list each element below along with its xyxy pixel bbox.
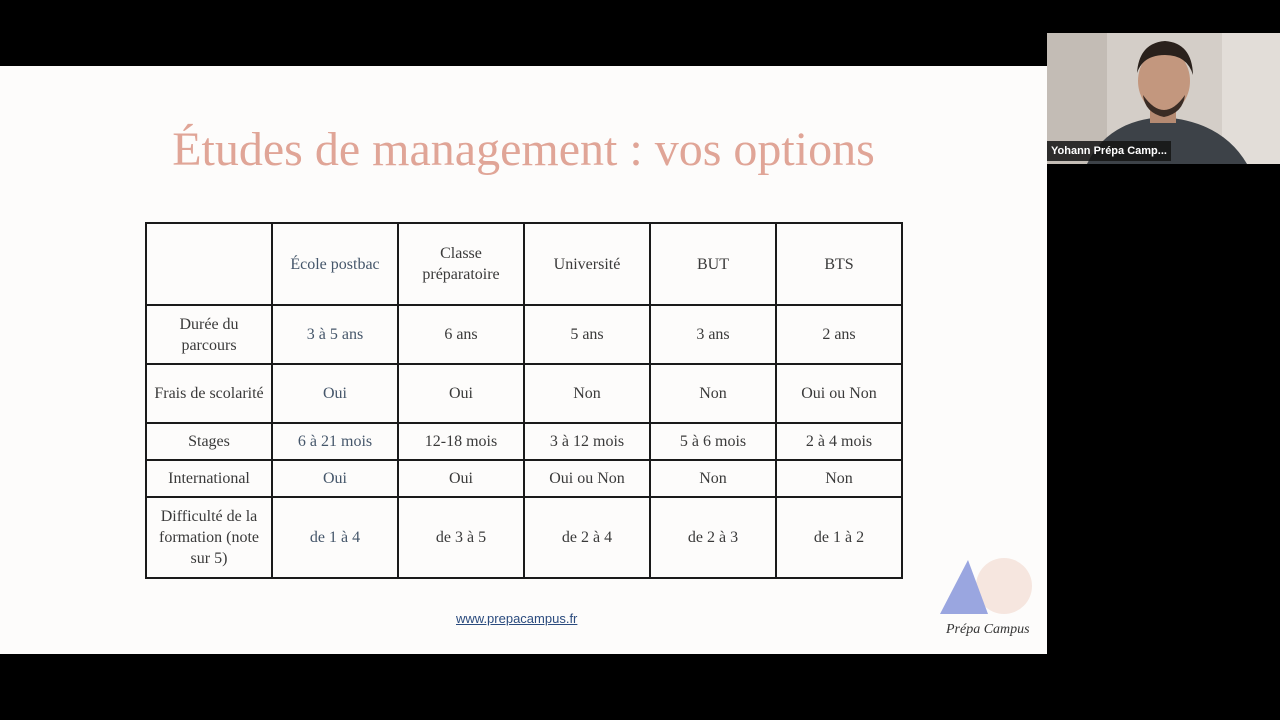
table-cell: de 1 à 4 [272, 497, 398, 578]
table-cell: 5 à 6 mois [650, 423, 776, 460]
table-cell: 3 à 12 mois [524, 423, 650, 460]
table-row [146, 364, 902, 423]
options-table [145, 222, 903, 579]
table-cell: Non [524, 364, 650, 423]
table-header-row [146, 223, 902, 305]
table-cell: 6 ans [398, 305, 524, 364]
table-cell: 6 à 21 mois [272, 423, 398, 460]
table-cell: 2 ans [776, 305, 902, 364]
table-row [146, 497, 902, 578]
table-header-cell [146, 223, 272, 305]
slide-title: Études de management : vos options [172, 123, 875, 176]
table-cell: de 2 à 3 [650, 497, 776, 578]
table-row [146, 460, 902, 497]
table-cell: 2 à 4 mois [776, 423, 902, 460]
table-header-cell: BTS [776, 223, 902, 305]
website-link[interactable]: www.prepacampus.fr [456, 611, 578, 626]
logo-text: Prépa Campus [946, 622, 1030, 637]
table-cell: Oui [272, 460, 398, 497]
row-label: Frais de scolarité [146, 364, 272, 423]
table-cell: de 2 à 4 [524, 497, 650, 578]
table-header-cell: Classe préparatoire [398, 223, 524, 305]
table-cell: Non [650, 460, 776, 497]
table-cell: 12-18 mois [398, 423, 524, 460]
row-label: Durée du parcours [146, 305, 272, 364]
table-header-cell: Université [524, 223, 650, 305]
row-label: International [146, 460, 272, 497]
table-cell: 3 ans [650, 305, 776, 364]
presentation-slide [0, 66, 1047, 654]
table-row [146, 423, 902, 460]
table-cell: de 1 à 2 [776, 497, 902, 578]
table-header-cell: École postbac [272, 223, 398, 305]
table-cell: Oui [398, 364, 524, 423]
row-label: Stages [146, 423, 272, 460]
table-cell: de 3 à 5 [398, 497, 524, 578]
row-label: Difficulté de la formation (note sur 5) [146, 497, 272, 578]
table-cell: Non [776, 460, 902, 497]
table-row [146, 305, 902, 364]
table-header-cell: BUT [650, 223, 776, 305]
table-cell: 5 ans [524, 305, 650, 364]
table-cell: 3 à 5 ans [272, 305, 398, 364]
participant-name-label: Yohann Prépa Camp... [1047, 141, 1171, 161]
table-cell: Oui ou Non [524, 460, 650, 497]
table-cell: Oui ou Non [776, 364, 902, 423]
table-cell: Oui [398, 460, 524, 497]
table-cell: Non [650, 364, 776, 423]
table-cell: Oui [272, 364, 398, 423]
